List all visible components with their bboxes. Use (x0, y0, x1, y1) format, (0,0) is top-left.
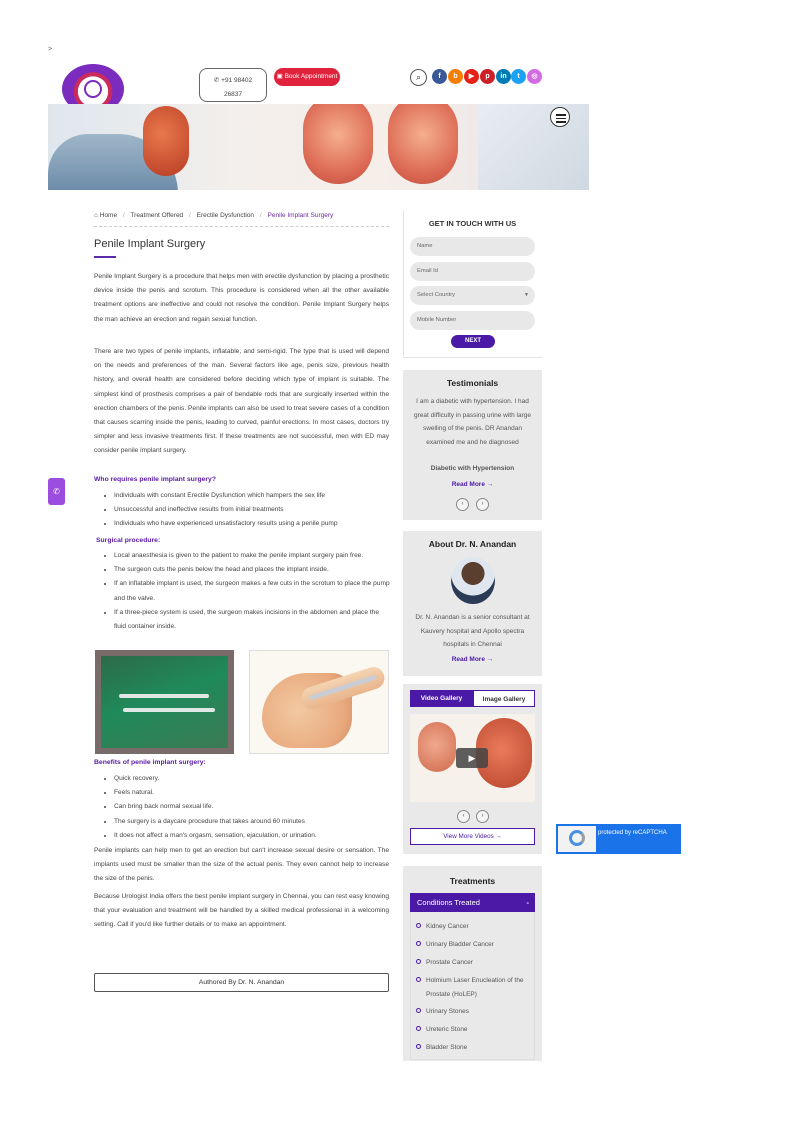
contact-form-title: GET IN TOUCH WITH US (428, 219, 517, 228)
recaptcha-badge[interactable] (556, 824, 681, 854)
gallery-next-button[interactable]: › (476, 810, 489, 823)
country-select[interactable] (410, 286, 535, 305)
youtube-icon[interactable]: ▶ (464, 69, 479, 84)
testimonial-read-more[interactable]: Read More → (451, 481, 494, 488)
doctor-avatar (451, 557, 495, 604)
bullet-icon (416, 1026, 421, 1031)
video-thumbnail[interactable] (410, 714, 535, 802)
implant-diagram (249, 650, 389, 754)
testimonial-author: Diabetic with Hypertension (430, 465, 515, 472)
twitter-icon[interactable]: t (511, 69, 526, 84)
recaptcha-label: protected by reCAPTCHA (598, 830, 667, 836)
list-item: • Unsuccessful and ineffective results from initial treatments (114, 503, 390, 517)
phone-box[interactable] (199, 68, 267, 102)
who-heading: Who requires penile implant surgery? (94, 476, 216, 483)
book-appointment-button[interactable] (274, 68, 340, 86)
home-icon: ⌂ (94, 212, 98, 219)
bullet-icon (416, 959, 421, 964)
condition-label: Bladder Stone (426, 1044, 468, 1051)
phone-number-line1: +91 98402 (221, 77, 253, 84)
list-item: • It does not affect a man's orgasm, sensation, ejaculation, or urination. (114, 829, 390, 843)
benefits-heading: Benefits of penile implant surgery: (94, 759, 206, 766)
conditions-label: Conditions Treated (417, 898, 480, 907)
types-paragraph: There are two types of penile implants, inflatable, and semi-rigid. The type that is used will depend on the needs and preferences of the man. Several factors like age, penis size, previous health history, and overall health are considered before deciding which type of implant is suitable. The simplest kind of prosthesis comprises a pair of bendable rods that are surgically inserted within the erection chambers of the penis. Penile implants can also be used to treat severe cases of a condition that causes scarring inside the penis, leading to curved, painful erections. In most cases, doctors try simpler and less invasive treatments first. If these treatments are not successful, men with ED may consider penile implant surgery. (94, 348, 389, 455)
condition-item[interactable] (416, 974, 534, 1001)
testimonial-text: I am a diabetic with hypertension. I had great difficulty in passing urine with large swelling of the penis. DR Anandan examined me and he diagnosed (414, 398, 531, 446)
condition-label: Prostate Cancer (426, 959, 473, 966)
list-item: • The surgery is a daycare procedure that takes around 60 minutes (114, 815, 390, 829)
author-credit: Authored By Dr. N. Anandan (94, 973, 389, 992)
view-more-videos-button[interactable]: View More Videos → (410, 828, 535, 845)
tab-video-gallery[interactable]: Video Gallery (410, 690, 473, 707)
country-select-label: Select Country (417, 292, 456, 298)
condition-label: Ureteric Stone (426, 1026, 468, 1033)
testimonials-title: Testimonials (446, 378, 499, 388)
blogger-icon[interactable]: b (448, 69, 463, 84)
linkedin-icon[interactable]: in (496, 69, 511, 84)
list-item: • Individuals with constant Erectile Dysfunction which hampers the sex life (114, 489, 390, 503)
title-underline (94, 256, 116, 258)
breadcrumb-home[interactable]: Home (99, 212, 118, 219)
banner-doctor-image (478, 104, 589, 190)
list-item: • The surgeon cuts the penis below the head and places the implant inside. (114, 563, 390, 577)
breadcrumb (94, 212, 333, 219)
bullet-icon (416, 923, 421, 928)
about-title: About Dr. N. Anandan (428, 539, 517, 549)
condition-label: Kidney Cancer (426, 923, 469, 930)
recaptcha-icon (558, 826, 596, 852)
treatments-title: Treatments (449, 876, 496, 886)
phone-icon: ✆ (213, 77, 220, 84)
testimonial-prev-button[interactable]: ‹ (456, 498, 469, 511)
chevron-down-icon: ▼ (524, 292, 529, 298)
collapse-icon[interactable]: - (526, 898, 529, 907)
calendar-icon: ▣ (276, 73, 283, 80)
video-thumbnail-kidney-small (418, 722, 456, 772)
hamburger-menu-icon[interactable] (550, 107, 570, 127)
breadcrumb-separator: / (188, 212, 191, 219)
name-field[interactable]: Name (410, 237, 535, 256)
breadcrumb-treatment[interactable]: Treatment Offered (130, 212, 184, 219)
facebook-icon[interactable]: f (432, 69, 447, 84)
bullet-icon (416, 1008, 421, 1013)
page-title: Penile Implant Surgery (94, 238, 206, 250)
list-item: • Can bring back normal sexual life. (114, 800, 390, 814)
condition-item[interactable] (416, 938, 534, 952)
condition-item[interactable] (416, 1005, 534, 1019)
list-item: • If a three-piece system is used, the surgeon makes incisions in the abdomen and place the fluid container inside. (114, 606, 390, 634)
list-item: • If an inflatable implant is used, the surgeon makes a few cuts in the scrotum to place the pump and the valve. (114, 577, 390, 605)
book-appointment-label: Book Appointment (284, 73, 338, 80)
email-field[interactable]: Email Id (410, 262, 535, 281)
list-item: • Feels natural. (114, 786, 390, 800)
play-icon[interactable]: ▶ (456, 748, 488, 768)
bullet-icon (416, 1044, 421, 1049)
condition-item[interactable] (416, 956, 534, 970)
list-item: • Individuals who have experienced unsatisfactory results using a penile pump (114, 517, 390, 531)
pinterest-icon[interactable]: p (480, 69, 495, 84)
breadcrumb-separator: / (259, 212, 262, 219)
who-list (100, 489, 390, 532)
closing-paragraph-2: Because Urologist India offers the best penile implant surgery in Chennai, you can rest easy knowing that your evaluation and treatment will be handled by a skilled medical professional in a welcoming setting. Call if you'd like further details or to make an appointment. (94, 893, 389, 929)
breadcrumb-current: Penile Implant Surgery (267, 212, 334, 219)
list-item: • Local anaesthesia is given to the patient to make the penile implant surgery pain free. (114, 549, 390, 563)
condition-label: Urinary Bladder Cancer (426, 941, 494, 948)
banner-kidney-image (143, 106, 189, 176)
condition-item[interactable] (416, 920, 534, 934)
instagram-icon[interactable]: ◎ (527, 69, 542, 84)
next-button[interactable]: NEXT (451, 335, 495, 348)
phone-number-line2: 26837 (223, 91, 243, 98)
about-read-more[interactable]: Read More → (451, 656, 494, 663)
condition-label: Holmium Laser Enucleation of the Prostate (HoLEP) (426, 977, 524, 998)
tab-image-gallery[interactable]: Image Gallery (473, 690, 535, 707)
closing-paragraph-1: Penile implants can help men to get an erection but can't increase sexual desire or sensation. The implants used must be smaller than the size of the actual penis. They even cannot help to increase the size of the penis. (94, 847, 389, 883)
banner-kidney-right (388, 104, 458, 184)
benefits-list (100, 772, 390, 843)
mobile-field[interactable]: Mobile Number (410, 311, 535, 330)
hero-banner (48, 104, 589, 190)
condition-label: Urinary Stones (426, 1008, 469, 1015)
intro-paragraph: Penile Implant Surgery is a procedure that helps men with erectile dysfunction by placing a prosthetic device inside the penis and scrotum. This procedure is considered when all the other available treatment options are ineffective and could not resolve the condition. Penile Implant Surgery helps the man achieve an erection and regain sexual function. (94, 273, 389, 323)
condition-item[interactable] (416, 1041, 534, 1055)
gallery-prev-button[interactable]: ‹ (457, 810, 470, 823)
surgical-heading: Surgical procedure: (96, 537, 161, 544)
logo-emblem (84, 80, 102, 98)
search-icon[interactable]: ⌕ (410, 69, 427, 86)
bullet-icon (416, 977, 421, 982)
call-float-icon[interactable]: ✆ (48, 478, 65, 505)
caret-marker: > (48, 46, 53, 53)
banner-kidney-left (303, 104, 373, 184)
bullet-icon (416, 941, 421, 946)
implant-photo-content (101, 656, 228, 748)
testimonial-next-button[interactable]: › (476, 498, 489, 511)
breadcrumb-divider (94, 226, 389, 227)
surgical-list (100, 549, 390, 634)
about-text: Dr. N. Anandan is a senior consultant at Kauvery hospital and Apollo spectra hospitals in Chennai (415, 614, 530, 648)
breadcrumb-separator: / (122, 212, 125, 219)
list-item: • Quick recovery. (114, 772, 390, 786)
breadcrumb-ed[interactable]: Erectile Dysfunction (196, 212, 255, 219)
condition-item[interactable] (416, 1023, 534, 1037)
implant-photo (95, 650, 234, 754)
conditions-accordion-header[interactable] (410, 893, 535, 912)
